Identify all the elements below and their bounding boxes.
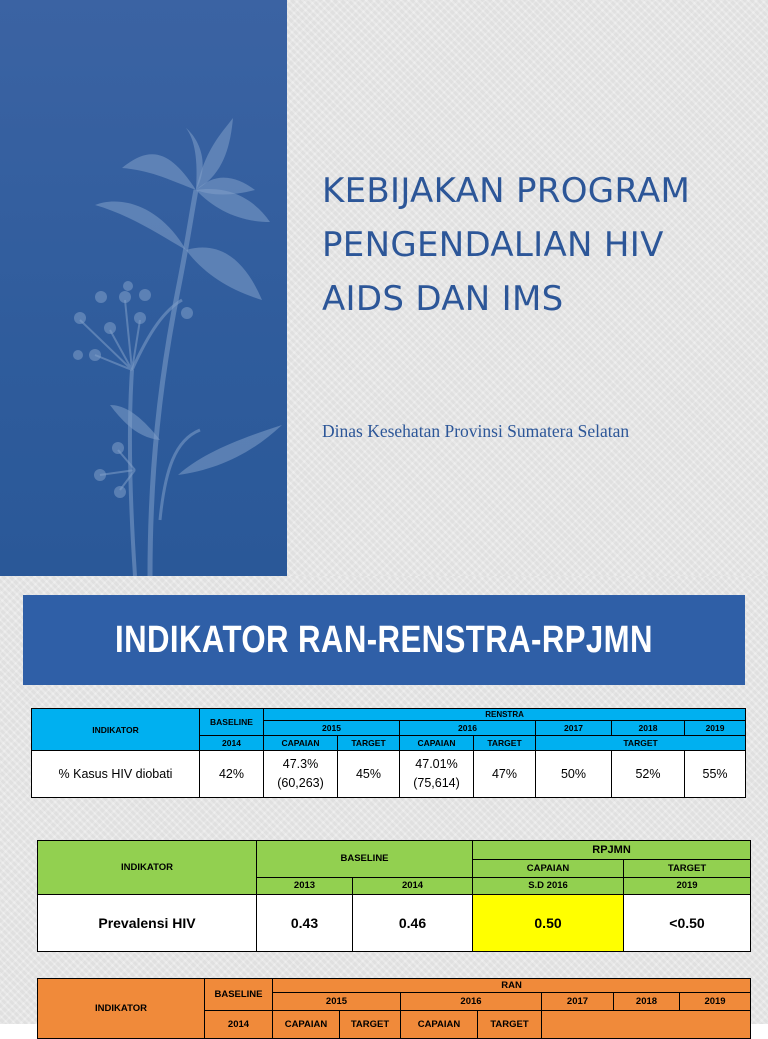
renstra-table [31, 708, 746, 798]
header-renstra: RENSTRA [264, 709, 746, 721]
title-line: KEBIJAKAN PROGRAM [322, 171, 691, 211]
cell-target-2016: 47% [474, 751, 536, 798]
row-label: Prevalensi HIV [38, 895, 257, 952]
header-year: 2019 [680, 993, 751, 1010]
cell-capaian-highlight: 0.50 [473, 895, 624, 952]
header-target: TARGET [478, 1010, 542, 1038]
header-year: 2014 [353, 877, 473, 894]
cell-2014: 0.46 [353, 895, 473, 952]
decorative-side-panel [0, 0, 287, 576]
header-capaian: CAPAIAN [264, 736, 338, 751]
cell-value: 47.01% [415, 757, 458, 771]
header-blank [542, 1010, 751, 1038]
header-target: TARGET [624, 860, 751, 877]
cell-target: <0.50 [624, 895, 751, 952]
cell-capaian-2015 [264, 751, 338, 798]
header-indikator: INDIKATOR [38, 841, 257, 895]
cell-value: (60,263) [277, 776, 324, 790]
cell-2013: 0.43 [257, 895, 353, 952]
plant-illustration-icon [0, 0, 287, 576]
indicator-slide [0, 576, 768, 1030]
banner-title: INDIKATOR RAN-RENSTRA-RPJMN [115, 618, 653, 661]
ran-table [37, 978, 751, 1039]
header-year: 2016 [400, 721, 536, 736]
header-rpjmn: RPJMN [473, 841, 751, 860]
cell-value: 47.3% [282, 757, 319, 771]
header-baseline: BASELINE [257, 841, 473, 878]
row-label: % Kasus HIV diobati [32, 751, 200, 798]
title-line: PENGENDALIAN HIV [322, 225, 664, 265]
header-year: 2014 [200, 736, 264, 751]
cell-capaian-2016 [400, 751, 474, 798]
slide-banner [23, 595, 745, 685]
header-target: TARGET [338, 736, 400, 751]
header-year: 2019 [685, 721, 746, 736]
cell-2018: 52% [612, 751, 685, 798]
header-year: 2018 [614, 993, 680, 1010]
header-target: TARGET [340, 1010, 401, 1038]
header-year: 2014 [205, 1010, 273, 1038]
header-year: 2013 [257, 877, 353, 894]
header-year: 2016 [401, 993, 542, 1010]
cell-value: (75,614) [413, 776, 460, 790]
header-year: 2017 [542, 993, 614, 1010]
title-line: AIDS DAN IMS [322, 279, 564, 319]
header-year: 2017 [536, 721, 612, 736]
header-period: S.D 2016 [473, 877, 624, 894]
header-ran: RAN [273, 979, 751, 993]
header-year: 2018 [612, 721, 685, 736]
cell-target-2015: 45% [338, 751, 400, 798]
header-baseline: BASELINE [200, 709, 264, 736]
header-baseline: BASELINE [205, 979, 273, 1011]
rpjmn-table [37, 840, 751, 952]
header-capaian: CAPAIAN [400, 736, 474, 751]
slide-title [322, 164, 752, 326]
cell-baseline: 42% [200, 751, 264, 798]
header-target: TARGET [536, 736, 746, 751]
header-capaian: CAPAIAN [401, 1010, 478, 1038]
cell-2019: 55% [685, 751, 746, 798]
header-indikator: INDIKATOR [38, 979, 205, 1039]
header-indikator: INDIKATOR [32, 709, 200, 751]
header-year: 2015 [273, 993, 401, 1010]
slide-subtitle: Dinas Kesehatan Provinsi Sumatera Selatan [322, 421, 630, 441]
header-capaian: CAPAIAN [473, 860, 624, 877]
cell-2017: 50% [536, 751, 612, 798]
header-year: 2015 [264, 721, 400, 736]
header-year: 2019 [624, 877, 751, 894]
header-target: TARGET [474, 736, 536, 751]
header-capaian: CAPAIAN [273, 1010, 340, 1038]
